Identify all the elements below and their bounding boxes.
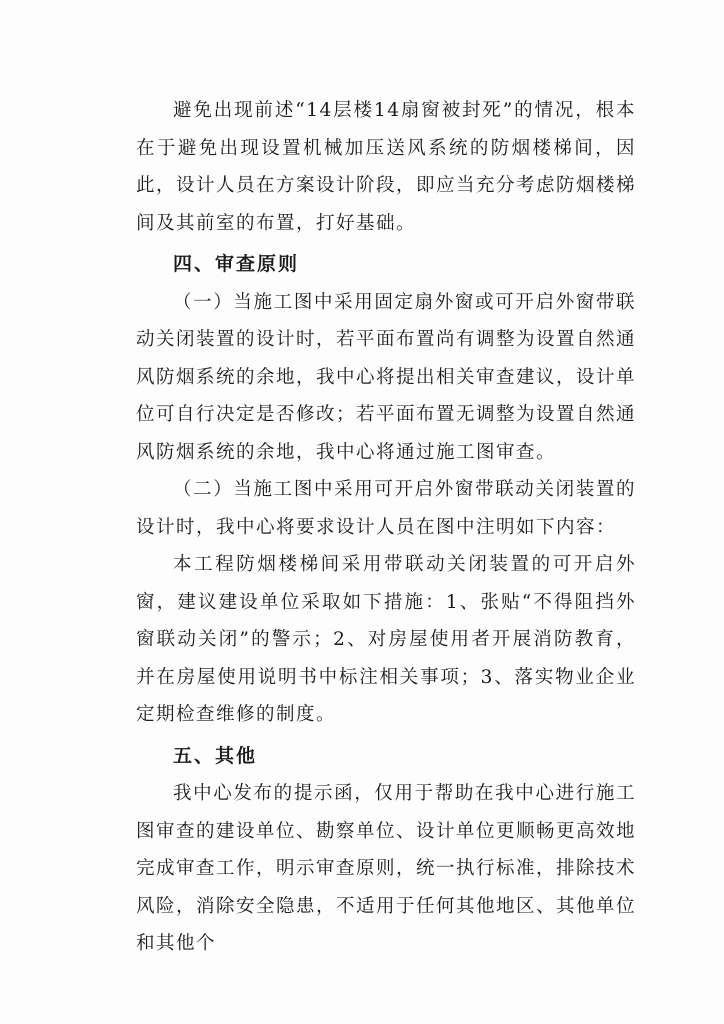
section-heading-review-principles: 四、审查原则: [173, 253, 300, 275]
paragraph-smoke-stair-planning: 避免出现前述“14层楼14扇窗被封死”的情况，根本在于避免出现设置机械加压送风系统的防烟楼梯间，因此，设计人员在方案设计阶段，即应当充分考虑防烟楼梯间及其前室的布置，打好基础。: [136, 100, 637, 234]
paragraph-other-scope: 我中心发布的提示函，仅用于帮助在我中心进行施工图审查的建设单位、勘察单位、设计单位更顺畅更高效地完成审查工作，明示审查原则，统一执行标准，排除技术风险，消除安全隐患，不适用于任何其他地区、其他单位和其他个: [136, 783, 637, 954]
paragraph-required-note: 本工程防烟楼梯间采用带联动关闭装置的可开启外窗，建议建设单位采取如下措施：1、张贴“不得阻挡外窗联动关闭”的警示；2、对房屋使用者开展消防教育，并在房屋使用说明书中标注相关事项；3、落实物业企业定期检查维修的制度。: [136, 554, 636, 725]
document-body: [136, 92, 636, 963]
paragraph-principle-two: （二）当施工图中采用可开启外窗带联动关闭装置的设计时，我中心将要求设计人员在图中注明如下内容：: [136, 479, 636, 538]
paragraph-principle-one: （一）当施工图中采用固定扇外窗或可开启外窗带联动关闭装置的设计时，若平面布置尚有调整为设置自然通风防烟系统的余地，我中心将提出相关审查建议，设计单位可自行决定是否修改；若平面布置无调整为设置自然通风防烟系统的余地，我中心将通过施工图审查。: [136, 291, 637, 463]
section-heading-other: 五、其他: [173, 744, 258, 767]
